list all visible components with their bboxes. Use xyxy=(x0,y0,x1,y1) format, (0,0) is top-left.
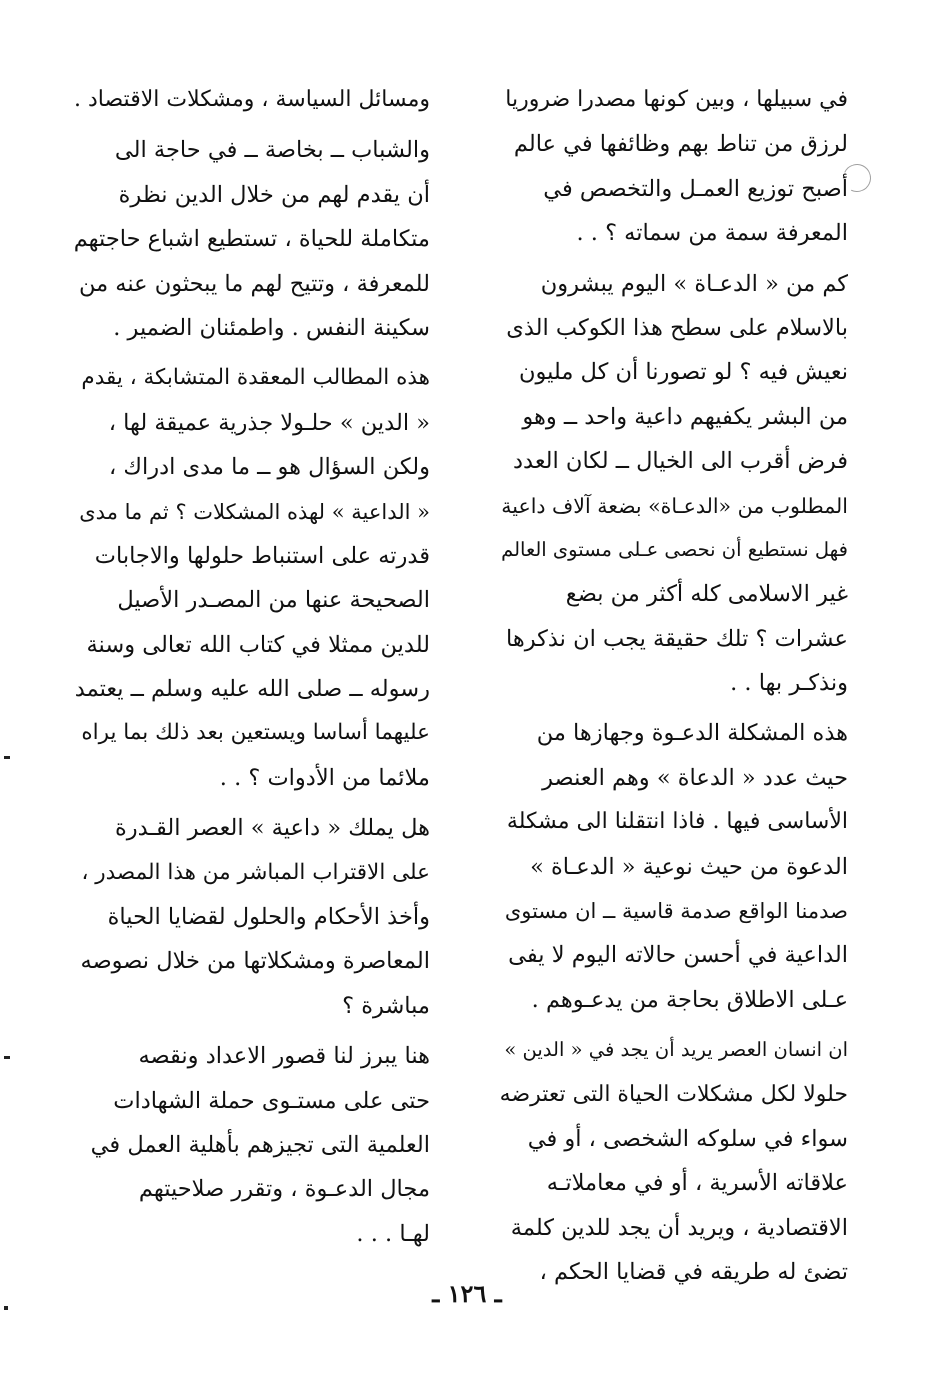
text-line: حتى على مستـوى حملة الشهادات xyxy=(113,1087,430,1114)
text-line: في سبيلها ، وبين كونها مصدرا ضروريا xyxy=(505,87,848,112)
text-line: تضئ له طريقه في قضايا الحكم ، xyxy=(539,1259,848,1286)
text-line: الداعية في أحسن حالاته اليوم لا يفى xyxy=(508,942,848,969)
text-line: ان انسان العصر يريد أن يجد في « الدين » xyxy=(504,1038,848,1062)
text-line: على الاقتراب المباشر من هذا المصدر ، xyxy=(81,859,430,885)
left-text-column xyxy=(74,78,430,1262)
page-number: ـ ١٢٦ ـ xyxy=(432,1279,502,1308)
text-line: لرزق من تناط بهم وظائفها في عالم xyxy=(513,131,848,158)
text-line: حلولا لكل مشكلات الحياة التى تعترضه xyxy=(500,1081,848,1107)
text-line: صدمنا الواقع صدمة قاسية ــ ان مستوى xyxy=(504,899,848,924)
text-line: هنا يبرز لنا قصور الاعداد ونقصه xyxy=(138,1043,430,1070)
text-line: سواء في سلوكه الشخصى ، أو في xyxy=(527,1125,848,1152)
paragraph xyxy=(74,356,430,800)
text-line: ونذكـر بها . . xyxy=(730,670,848,697)
text-line: وأخذ الأحكام والحلول لقضايا الحياة xyxy=(107,904,430,931)
text-line: من البشر يكفيهم داعية واحد ــ وهو xyxy=(522,403,848,430)
text-line: بالاسلام على سطح هذا الكوكب الذى xyxy=(506,314,848,341)
text-line: مجال الدعـوة ، وتقرر صلاحيتهم xyxy=(138,1176,430,1203)
text-line: للدين ممثلا في كتاب الله تعالى وسنة xyxy=(86,631,430,658)
text-line: فرض أقرب الى الخيال ــ لكان العدد xyxy=(512,448,848,475)
text-line: عليهما أساسا ويستعين بعد ذلك بما يراه xyxy=(81,720,430,746)
text-line: أن يقدم لهم من خلال الدين نظرة xyxy=(118,181,430,208)
text-line: سكينة النفس . واطمئنان الضمير . xyxy=(113,314,430,341)
text-line: حيث عدد « الدعاة » وهم العنصر xyxy=(542,764,848,791)
text-line: كم من « الدعـاة » اليوم يبشرون xyxy=(540,270,848,297)
text-line: هل يملك « داعية » العصر القـدرة xyxy=(114,815,430,842)
text-line: والشباب ــ بخاصة ــ في حاجة الى xyxy=(114,137,430,164)
text-line: مباشرة ؟ xyxy=(342,992,430,1019)
text-line: عـلى الاطلاق بحاجة من يدعـوهم . xyxy=(531,986,848,1013)
text-line: الاقتصادية ، ويريد أن يجد للدين كلمة xyxy=(510,1214,848,1241)
text-line: قدرته على استنباط حلولها والاجابات xyxy=(94,542,430,569)
text-line: هذه المشكلة الدعـوة وجهازها من xyxy=(536,720,848,747)
text-line: الدعوة من حيث نوعية « الدعـاة » xyxy=(530,853,848,880)
paragraph xyxy=(74,806,430,1028)
text-line: عشرات ؟ تلك حقيقة يجب ان نذكرها xyxy=(506,625,848,652)
text-line: الصحيحة عنها من المصـدر الأصيل xyxy=(117,587,430,614)
text-line: المعرفة سمة من سماته ؟ . . xyxy=(576,220,848,247)
text-line: ملائما من الأدوات ؟ . . xyxy=(219,764,430,791)
paragraph xyxy=(74,78,430,122)
text-line: العلمية التى تجيزهم بأهلية العمل في xyxy=(90,1131,430,1158)
margin-mark xyxy=(4,1056,10,1059)
text-line: المعاصرة ومشكلاتها من خلال نصوصه xyxy=(80,948,430,975)
text-line: هذه المطالب المعقدة المتشابكة ، يقدم xyxy=(81,365,430,391)
paragraph xyxy=(500,262,848,706)
right-text-column xyxy=(500,78,848,1301)
text-line: الأساسى فيها . فاذا انتقلنا الى مشكلة xyxy=(506,809,848,835)
text-line: نعيش فيه ؟ لو تصورنا أن كل مليون xyxy=(518,359,848,386)
text-line: فهل نستطيع أن نحصى عـلى مستوى العالم xyxy=(501,537,848,561)
text-line: متكاملة للحياة ، تستطيع اشباع حاجتهم xyxy=(74,226,430,253)
text-line: لهـا . . . xyxy=(356,1220,430,1247)
text-line: « الدين » حلـولا جذرية عميقة لها ، xyxy=(108,409,430,436)
text-line: ومسائل السياسة ، ومشكلات الاقتصاد . xyxy=(74,87,430,112)
text-line: علاقاته الأسرية ، أو في معاملاتـه xyxy=(546,1170,848,1197)
text-line: غير الاسلامى كله أكثر من بضع xyxy=(565,581,848,608)
paragraph xyxy=(500,1028,848,1294)
paragraph xyxy=(74,128,430,350)
paragraph xyxy=(74,1034,430,1256)
paragraph xyxy=(500,78,848,256)
text-line: رسوله ــ صلى الله عليه وسلم ــ يعتمد xyxy=(74,676,430,703)
margin-mark xyxy=(4,756,10,759)
text-line: للمعرفة ، وتتيح لهم ما يبحثون عنه من xyxy=(78,270,430,297)
paragraph xyxy=(500,711,848,1022)
text-line: « الداعية » لهذه المشكلات ؟ ثم ما مدى xyxy=(79,499,430,524)
text-line: أصبح توزيع العمـل والتخصص في xyxy=(543,175,848,202)
text-line: ولكن السؤال هو ــ ما مدى ادراك ، xyxy=(109,454,430,481)
text-line: المطلوب من «الدعـاة» بضعة آلاف داعية xyxy=(501,493,848,518)
